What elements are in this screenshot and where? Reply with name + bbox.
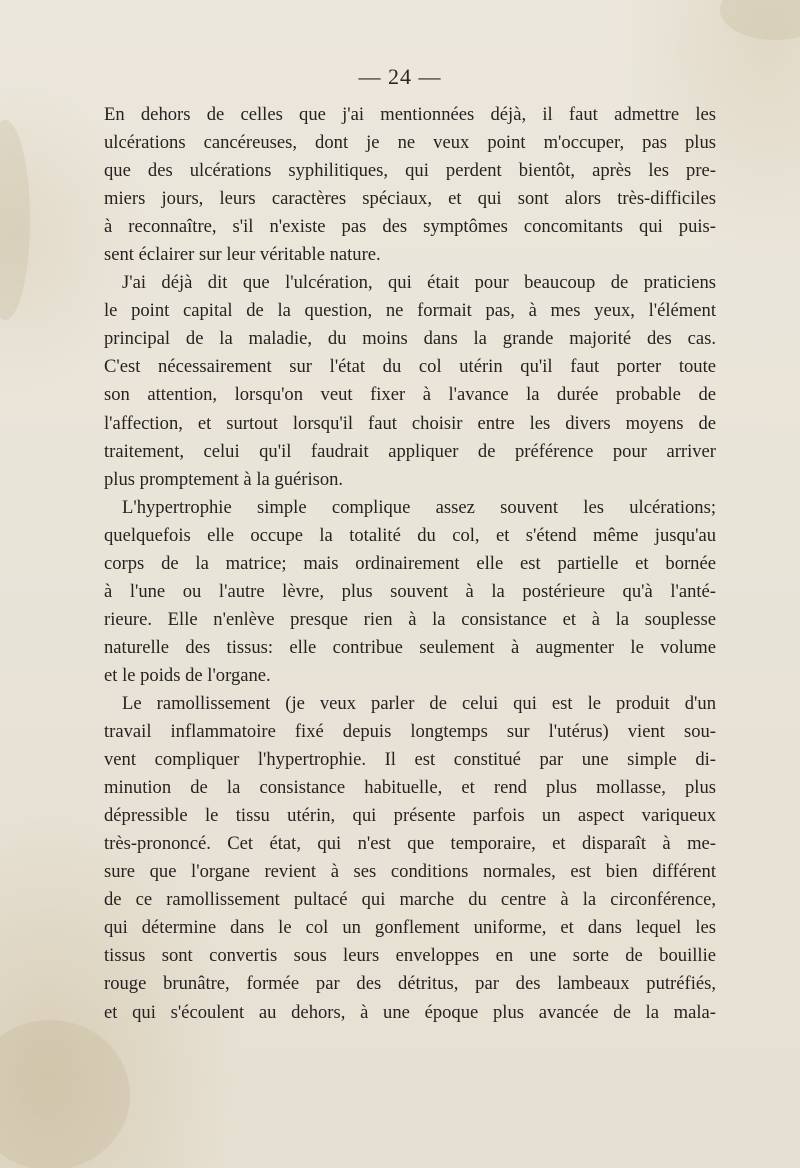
text-line: à reconnaître, s'il n'existe pas des symptômes concomitants qui puis- <box>104 216 716 238</box>
text-line: de ce ramollissement pultacé qui marche du centre à la circonférence, <box>104 889 716 911</box>
text-line: sent éclairer sur leur véritable nature. <box>104 244 381 266</box>
text-line: et le poids de l'organe. <box>104 664 271 686</box>
text-line: son attention, lorsqu'on veut fixer à l'avance la durée probable de <box>104 384 716 406</box>
text-line: L'hypertrophie simple complique assez souvent les ulcérations; <box>122 496 716 518</box>
text-line: l'affection, et surtout lorsqu'il faut choisir entre les divers moyens de <box>104 412 716 434</box>
text-line: et qui s'écoulent au dehors, à une époque plus avancée de la mala- <box>104 1001 716 1023</box>
text-line: qui détermine dans le col un gonflement uniforme, et dans lequel les <box>104 917 716 939</box>
text-line: sure que l'organe revient à ses conditions normales, est bien différent <box>104 861 716 883</box>
text-line: ulcérations cancéreuses, dont je ne veux point m'occuper, pas plus <box>104 132 716 154</box>
text-line: à l'une ou l'autre lèvre, plus souvent à la postérieure qu'à l'anté- <box>104 580 716 602</box>
text-line: miers jours, leurs caractères spéciaux, et qui sont alors très-difficiles <box>104 188 716 210</box>
text-line: En dehors de celles que j'ai mentionnées déjà, il faut admettre les <box>104 104 716 125</box>
text-line: le point capital de la question, ne formait pas, à mes yeux, l'élément <box>104 300 716 322</box>
text-line: dépressible le tissu utérin, qui présente parfois un aspect variqueux <box>104 805 716 827</box>
text-line: vent compliquer l'hypertrophie. Il est constitué par une simple di- <box>104 749 716 771</box>
text-line: J'ai déjà dit que l'ulcération, qui était pour beaucoup de praticiens <box>122 272 716 294</box>
text-line: minution de la consistance habituelle, et rend plus mollasse, plus <box>104 777 716 799</box>
paper-stain <box>0 1020 130 1168</box>
page-number: — 24 — <box>358 64 442 89</box>
text-line: Le ramollissement (je veux parler de celui qui est le produit d'un <box>122 692 716 714</box>
text-line: travail inflammatoire fixé depuis longtemps sur l'utérus) vient sou- <box>104 721 716 743</box>
text-line: plus promptement à la guérison. <box>104 468 344 490</box>
text-line: que des ulcérations syphilitiques, qui perdent bientôt, après les pre- <box>104 160 716 182</box>
text-line: principal de la maladie, du moins dans la grande majorité des cas. <box>104 328 716 350</box>
paper-stain <box>720 0 800 40</box>
paper-stain <box>0 120 30 320</box>
text-line: C'est nécessairement sur l'état du col utérin qu'il faut porter toute <box>104 356 716 378</box>
text-line: corps de la matrice; mais ordinairement elle est partielle et bornée <box>104 552 716 574</box>
text-line: rouge brunâtre, formée par des détritus, par des lambeaux putréfiés, <box>104 973 716 995</box>
text-line: tissus sont convertis sous leurs enveloppes en une sorte de bouillie <box>104 945 716 967</box>
text-line: rieure. Elle n'enlève presque rien à la consistance et à la souplesse <box>104 608 716 630</box>
text-line: traitement, celui qu'il faudrait appliquer de préférence pour arriver <box>104 440 716 462</box>
text-line: naturelle des tissus: elle contribue seulement à augmenter le volume <box>104 636 716 658</box>
body-text <box>104 101 716 1027</box>
text-line: très-prononcé. Cet état, qui n'est que temporaire, et disparaît à me- <box>104 833 716 855</box>
text-line: quelquefois elle occupe la totalité du col, et s'étend même jusqu'au <box>104 524 716 546</box>
